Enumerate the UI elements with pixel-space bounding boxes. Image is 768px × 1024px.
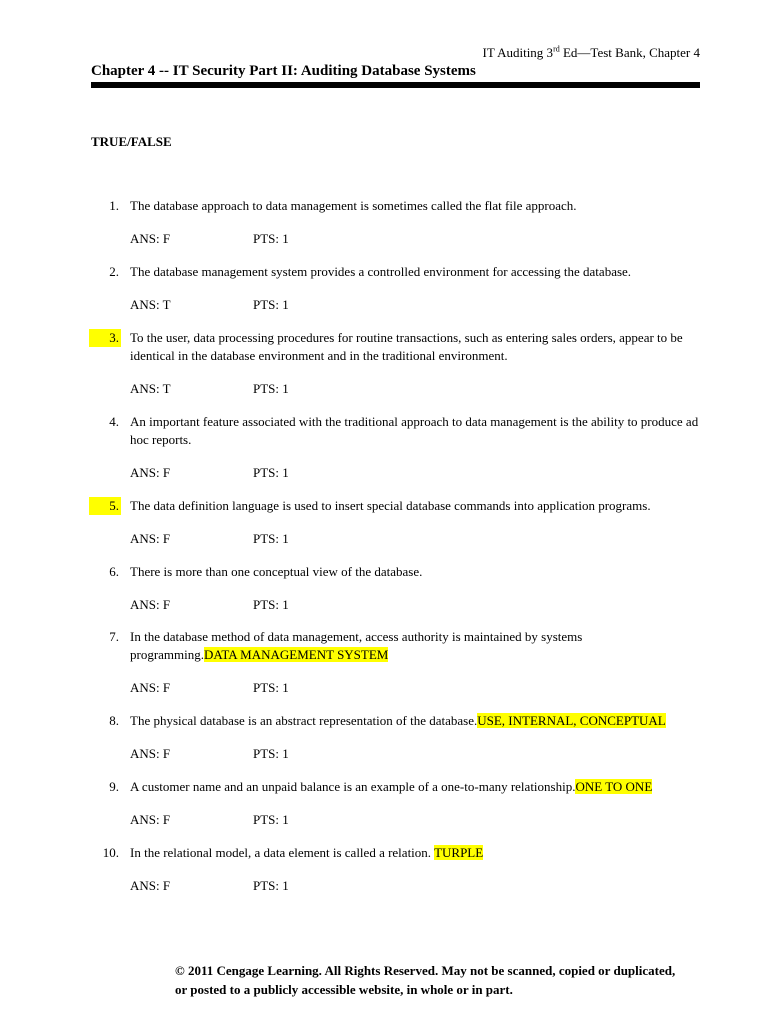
page-header bbox=[483, 45, 700, 61]
handwritten-correction-highlight: TURPLE bbox=[434, 845, 484, 860]
answer-value: ANS: F bbox=[130, 231, 171, 246]
question-text bbox=[130, 563, 702, 581]
answer-value: ANS: F bbox=[130, 878, 171, 893]
question-text bbox=[130, 712, 702, 730]
points-value: PTS: 1 bbox=[253, 878, 289, 893]
title-rule bbox=[91, 82, 700, 88]
question-4 bbox=[91, 413, 700, 482]
answer-line bbox=[130, 811, 700, 829]
answer-line bbox=[130, 230, 700, 248]
question-9 bbox=[91, 778, 700, 829]
question-statement: To the user, data processing procedures for routine transactions, such as entering sales orders, appear to be identical in the database environment and in the traditional environment. bbox=[130, 330, 683, 363]
question-number: 1. bbox=[109, 198, 119, 213]
question-number: 2. bbox=[109, 264, 119, 279]
question-text bbox=[130, 263, 702, 281]
answer-line bbox=[130, 679, 700, 697]
points-value: PTS: 1 bbox=[253, 680, 289, 695]
answer-value: ANS: F bbox=[130, 465, 171, 480]
header-edition-superscript: rd bbox=[553, 44, 560, 54]
copyright-footer bbox=[175, 961, 715, 999]
question-number-highlighted: 3. bbox=[89, 329, 121, 347]
question-number: 10. bbox=[102, 845, 119, 860]
points-value: PTS: 1 bbox=[253, 812, 289, 827]
question-statement: In the relational model, a data element is called a relation. bbox=[130, 845, 435, 860]
question-text bbox=[130, 413, 702, 449]
copyright-line-2: or posted to a publicly accessible website, in whole or in part. bbox=[175, 982, 513, 997]
question-1 bbox=[91, 197, 700, 248]
answer-value: ANS: F bbox=[130, 746, 171, 761]
handwritten-correction-highlight: ONE TO ONE bbox=[575, 779, 653, 794]
handwritten-correction-highlight: USE, INTERNAL, CONCEPTUAL bbox=[477, 713, 666, 728]
copyright-line-1: © 2011 Cengage Learning. All Rights Reserved. May not be scanned, copied or duplicated, bbox=[175, 963, 676, 978]
question-statement: In the database method of data management, access authority is maintained by systems programming. bbox=[130, 629, 583, 662]
question-statement: The data definition language is used to insert special database commands into application programs. bbox=[130, 498, 651, 513]
question-text bbox=[130, 628, 650, 664]
question-text bbox=[130, 778, 702, 796]
question-statement: A customer name and an unpaid balance is an example of a one-to-many relationship. bbox=[130, 779, 576, 794]
points-value: PTS: 1 bbox=[253, 297, 289, 312]
question-text bbox=[130, 844, 702, 862]
answer-value: ANS: T bbox=[130, 381, 171, 396]
section-heading: TRUE/FALSE bbox=[91, 134, 172, 149]
chapter-title: Chapter 4 -- IT Security Part II: Auditing Database Systems bbox=[91, 63, 476, 79]
question-2 bbox=[91, 263, 700, 314]
question-number-highlighted: 5. bbox=[89, 497, 121, 515]
answer-value: ANS: F bbox=[130, 680, 171, 695]
question-10 bbox=[91, 844, 700, 895]
answer-value: ANS: F bbox=[130, 812, 171, 827]
question-statement: An important feature associated with the traditional approach to data management is the ability to produce ad hoc reports. bbox=[130, 414, 699, 447]
question-statement: The database approach to data management is sometimes called the flat file approach. bbox=[130, 198, 577, 213]
question-6 bbox=[91, 563, 700, 614]
handwritten-correction-highlight: DATA MANAGEMENT SYSTEM bbox=[204, 647, 389, 662]
question-statement: There is more than one conceptual view of the database. bbox=[130, 564, 423, 579]
answer-line bbox=[130, 877, 700, 895]
answer-value: ANS: F bbox=[130, 597, 171, 612]
header-rest: Ed—Test Bank, Chapter 4 bbox=[559, 45, 700, 60]
answer-line bbox=[130, 296, 700, 314]
question-statement: The database management system provides a controlled environment for accessing the database. bbox=[130, 264, 632, 279]
question-3 bbox=[91, 329, 700, 398]
answer-line bbox=[130, 596, 700, 614]
points-value: PTS: 1 bbox=[253, 746, 289, 761]
answer-value: ANS: T bbox=[130, 297, 171, 312]
question-number: 4. bbox=[109, 414, 119, 429]
question-text bbox=[130, 329, 702, 365]
question-7 bbox=[91, 628, 700, 697]
question-number: 9. bbox=[109, 779, 119, 794]
question-number: 7. bbox=[109, 629, 119, 644]
question-5 bbox=[91, 497, 700, 548]
answer-line bbox=[130, 530, 700, 548]
question-number: 8. bbox=[109, 713, 119, 728]
points-value: PTS: 1 bbox=[253, 465, 289, 480]
question-8 bbox=[91, 712, 700, 763]
question-number: 6. bbox=[109, 564, 119, 579]
answer-line bbox=[130, 745, 700, 763]
header-book: IT Auditing 3 bbox=[482, 45, 554, 60]
question-statement: The physical database is an abstract representation of the database. bbox=[130, 713, 478, 728]
answer-line bbox=[130, 464, 700, 482]
points-value: PTS: 1 bbox=[253, 597, 289, 612]
question-text bbox=[130, 497, 702, 515]
answer-line bbox=[130, 380, 700, 398]
points-value: PTS: 1 bbox=[253, 231, 289, 246]
points-value: PTS: 1 bbox=[253, 381, 289, 396]
points-value: PTS: 1 bbox=[253, 531, 289, 546]
answer-value: ANS: F bbox=[130, 531, 171, 546]
question-text bbox=[130, 197, 702, 215]
